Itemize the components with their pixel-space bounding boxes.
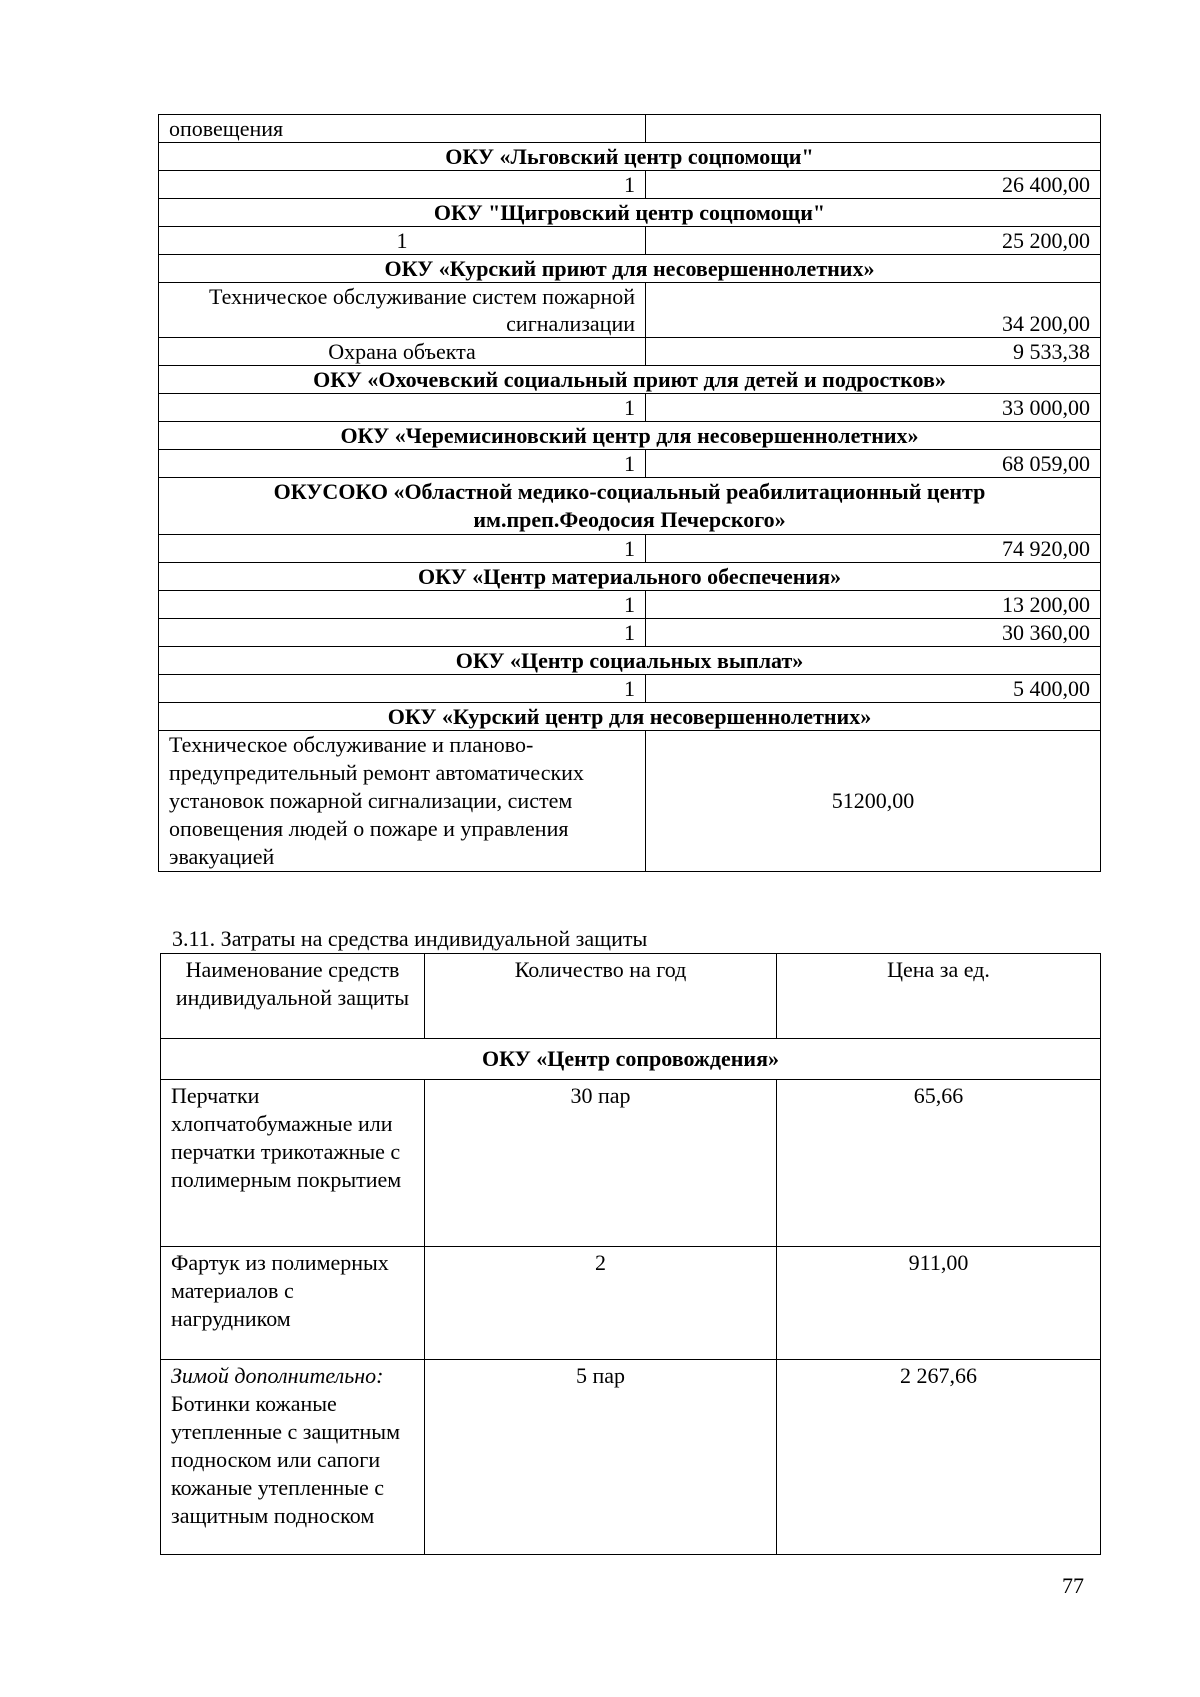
cell-qty: 2 bbox=[425, 1247, 777, 1360]
cell-name bbox=[161, 1360, 425, 1555]
cell-price: 911,00 bbox=[777, 1247, 1101, 1360]
table-row bbox=[161, 1360, 1101, 1555]
cell-price: 65,66 bbox=[777, 1080, 1101, 1247]
group-header: ОКУ «Курский приют для несовершеннолетних» bbox=[159, 255, 1101, 283]
cell-amount: 33 000,00 bbox=[646, 394, 1101, 422]
section-title: 3.11. Затраты на средства индивидуальной защиты bbox=[172, 926, 648, 951]
cell-amount: 51200,00 bbox=[646, 731, 1101, 872]
cell-amount: 9 533,38 bbox=[646, 338, 1101, 366]
cell-name: Перчатки хлопчатобумажные или перчатки трикотажные с полимерным покрытием bbox=[161, 1080, 425, 1247]
page-number: 77 bbox=[1062, 1573, 1084, 1598]
cell-note: Зимой дополнительно: bbox=[171, 1363, 384, 1388]
cell-qty: 1 bbox=[159, 450, 646, 478]
cell bbox=[646, 115, 1101, 143]
cell-name-text: Ботинки кожаные утепленные с защитным подноском или сапоги кожаные утепленные с защитным подноском bbox=[171, 1391, 401, 1528]
cell-service: Охрана объекта bbox=[159, 338, 646, 366]
group-header: ОКУ "Щигровский центр соцпомощи" bbox=[159, 199, 1101, 227]
cell-service: Техническое обслуживание и планово-предупредительный ремонт автоматических установок пожарной сигнализации, систем оповещения людей о пожаре и управления эвакуацией bbox=[159, 731, 646, 872]
table-row bbox=[161, 1247, 1101, 1360]
group-header: ОКУ «Черемисиновский центр для несовершеннолетних» bbox=[159, 422, 1101, 450]
cell-qty: 1 bbox=[159, 619, 646, 647]
cell-amount: 13 200,00 bbox=[646, 591, 1101, 619]
cell-qty: 1 bbox=[159, 675, 646, 703]
cell-qty: 1 bbox=[159, 535, 646, 563]
cell-qty: 1 bbox=[159, 394, 646, 422]
cell-qty: 1 bbox=[159, 171, 646, 199]
group-header: ОКУ «Центр сопровождения» bbox=[161, 1039, 1101, 1080]
group-header: ОКУ «Центр социальных выплат» bbox=[159, 647, 1101, 675]
cell-amount: 68 059,00 bbox=[646, 450, 1101, 478]
cell-amount: 26 400,00 bbox=[646, 171, 1101, 199]
costs-table bbox=[158, 114, 1101, 872]
cell-service: Техническое обслуживание систем пожарной сигнализации bbox=[159, 283, 646, 338]
cell-amount: 74 920,00 bbox=[646, 535, 1101, 563]
column-header-qty: Количество на год bbox=[425, 954, 777, 1039]
cell-price: 2 267,66 bbox=[777, 1360, 1101, 1555]
cell-qty: 1 bbox=[159, 227, 646, 255]
cell-qty: 1 bbox=[159, 591, 646, 619]
cell-amount: 5 400,00 bbox=[646, 675, 1101, 703]
cell-qty: 5 пар bbox=[425, 1360, 777, 1555]
ppe-table bbox=[160, 953, 1101, 1555]
cell-name: Фартук из полимерных материалов с нагрудником bbox=[161, 1247, 425, 1360]
cell-amount: 34 200,00 bbox=[646, 283, 1101, 338]
group-header: ОКУСОКО «Областной медико-социальный реабилитационный центр им.преп.Феодосия Печерского» bbox=[159, 478, 1101, 535]
group-header: ОКУ «Центр материального обеспечения» bbox=[159, 563, 1101, 591]
group-header: ОКУ «Охочевский социальный приют для детей и подростков» bbox=[159, 366, 1101, 394]
cell-amount: 30 360,00 bbox=[646, 619, 1101, 647]
cell: оповещения bbox=[159, 115, 646, 143]
cell-qty: 30 пар bbox=[425, 1080, 777, 1247]
cell-amount: 25 200,00 bbox=[646, 227, 1101, 255]
column-header-name: Наименование средств индивидуальной защиты bbox=[161, 954, 425, 1039]
table-row bbox=[161, 1080, 1101, 1247]
group-header: ОКУ «Льговский центр соцпомощи" bbox=[159, 143, 1101, 171]
column-header-price: Цена за ед. bbox=[777, 954, 1101, 1039]
group-header: ОКУ «Курский центр для несовершеннолетних» bbox=[159, 703, 1101, 731]
